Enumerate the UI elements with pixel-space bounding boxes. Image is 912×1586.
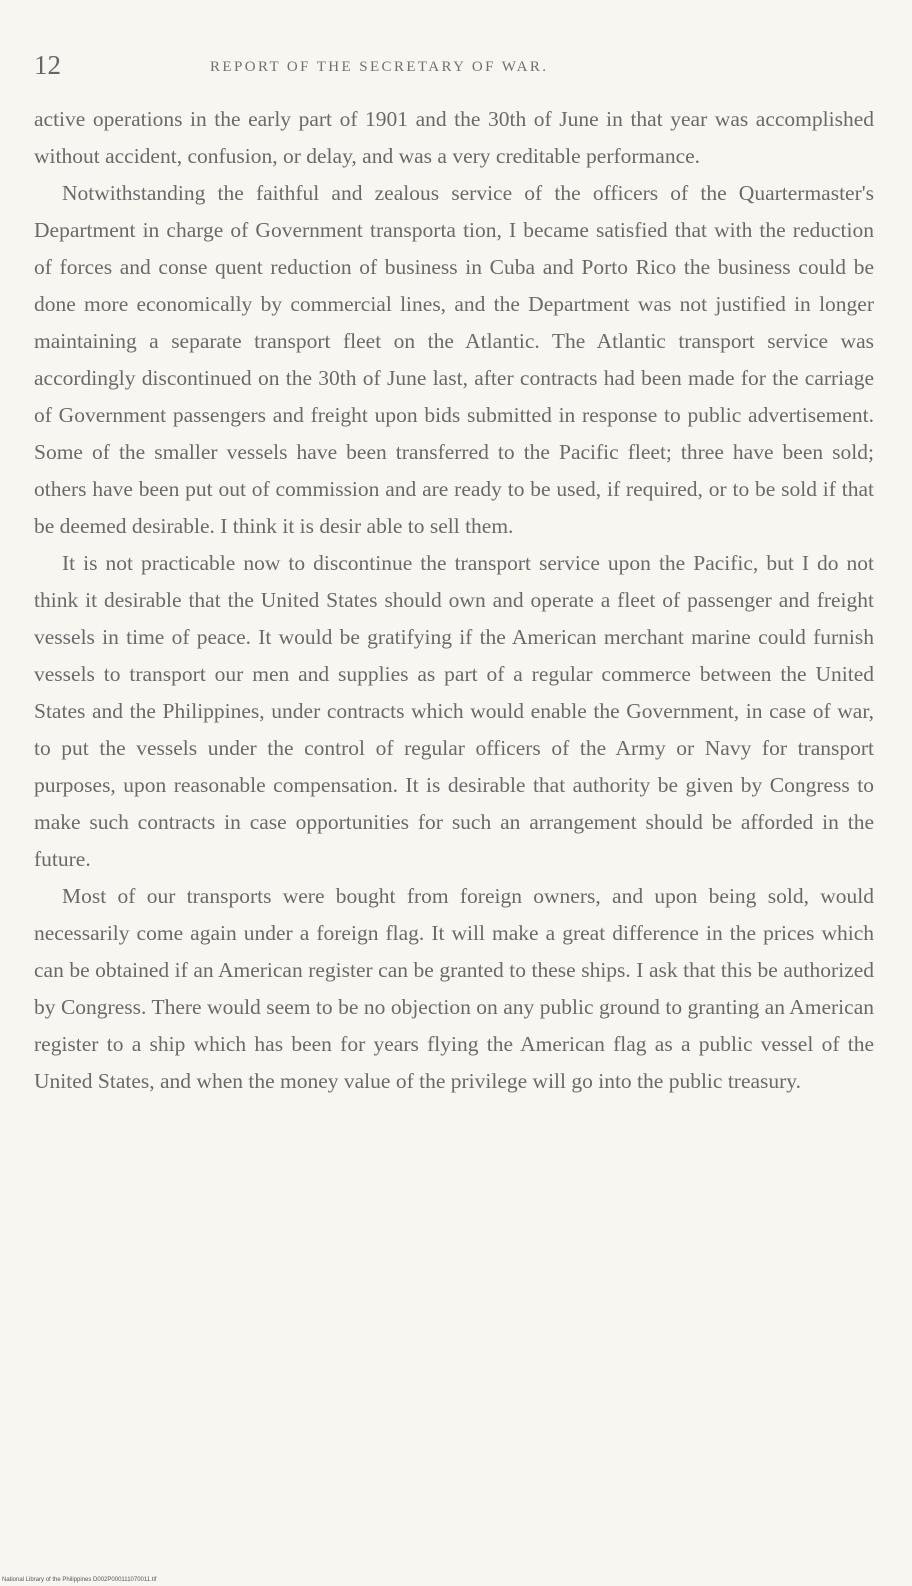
paragraph-atlantic-transport: Notwithstanding the faithful and zealous service of the officers of the Quartermaster's Department in charge of Government transporta tion, I became satisfied that with the reduction of forces and conse quent reduction of business in Cuba and Porto Rico the business could be done more economically by commercial lines, and the Department was not justified in longer maintaining a separate transport fleet on the Atlantic. The Atlantic transport service was accordingly discontinued on the 30th of June last, after contracts had been made for the carriage of Government passengers and freight upon bids submitted in response to public advertisement. Some of the smaller vessels have been transferred to the Pacific fleet; three have been sold; others have been put out of commission and are ready to be used, if required, or to be sold if that be deemed desirable. I think it is desir able to sell them.	[34, 181, 874, 538]
page-number: 12	[34, 50, 61, 80]
body-text	[34, 101, 874, 1100]
page-header	[34, 50, 868, 86]
scan-credit: National Library of the Philippines D002P000111070011.tif	[2, 1577, 157, 1583]
paragraph-pacific-transport: It is not practicable now to discontinue the transport service upon the Pacific, but I do not think it desirable that the United States should own and operate a fleet of passenger and freight vessels in time of peace. It would be gratifying if the American merchant marine could furnish vessels to transport our men and supplies as part of a regular commerce between the United States and the Philippines, under contracts which would enable the Government, in case of war, to put the vessels under the control of regular officers of the Army or Navy for transport purposes, upon reasonable compensation. It is desirable that authority be given by Congress to make such contracts in case opportunities for such an arrangement should be afforded in the future.	[34, 551, 874, 871]
paragraph-american-register: Most of our transports were bought from foreign owners, and upon being sold, would necessarily come again under a foreign flag. It will make a great difference in the prices which can be obtained if an American register can be granted to these ships. I ask that this be authorized by Congress. There would seem to be no objection on any public ground to granting an American register to a ship which has been for years flying the American flag as a public vessel of the United States, and when the money value of the privilege will go into the public treasury.	[34, 884, 874, 1093]
running-title: REPORT OF THE SECRETARY OF WAR.	[210, 59, 549, 75]
paragraph-continued: active operations in the early part of 1901 and the 30th of June in that year was accomplished without accident, confusion, or delay, and was a very creditable performance.	[34, 107, 874, 168]
